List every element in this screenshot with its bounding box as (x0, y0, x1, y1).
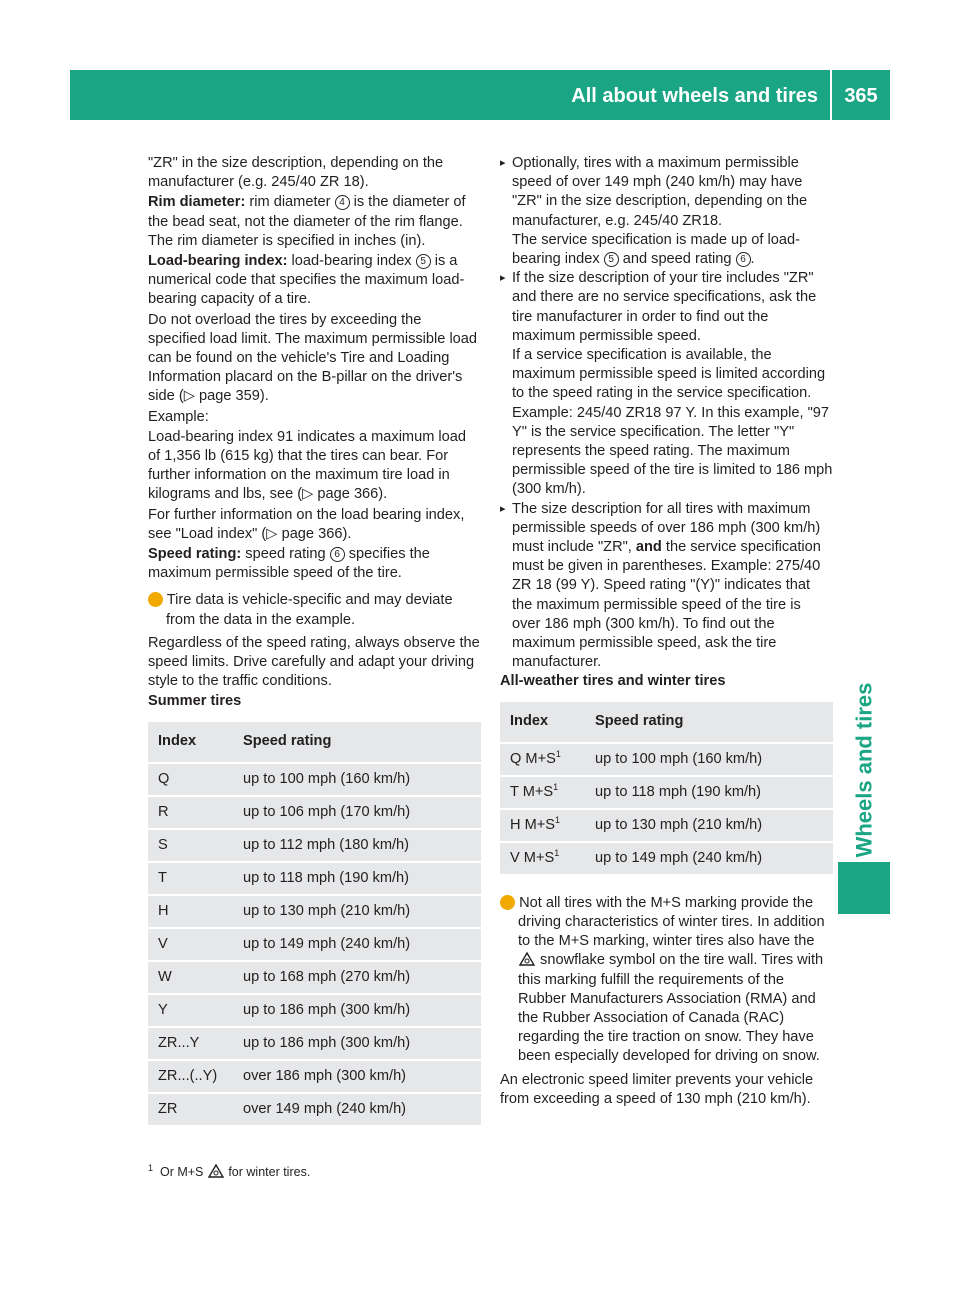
table-row (148, 830, 481, 861)
speed-cell: up to 186 mph (300 km/h) (233, 995, 481, 1026)
info-note-winter (496, 894, 833, 1067)
index-cell: ZR...Y (148, 1028, 233, 1059)
speed-cell: up to 168 mph (270 km/h) (233, 962, 481, 993)
index-cell: Y (148, 995, 233, 1026)
table-row (148, 1028, 481, 1059)
index-cell: S (148, 830, 233, 861)
callout-5: 5 (604, 252, 619, 267)
further-text: For further information on the load bearing index, see "Load index" ( (148, 506, 465, 542)
footnote-text: Or M+S (159, 1165, 207, 1179)
speed-cell: over 186 mph (300 km/h) (233, 1061, 481, 1092)
table-row (148, 1094, 481, 1125)
table-header-row (500, 702, 833, 742)
index-cell: Q (148, 764, 233, 795)
paragraph-regardless: Regardless of the speed rating, always observe the speed limits. Drive carefully and adapt your driving style to the traffic conditions. (148, 634, 480, 690)
index-cell: R (148, 797, 233, 828)
index-cell: H (148, 896, 233, 927)
example-end: ). (378, 486, 388, 503)
mountain-snowflake-icon (518, 952, 536, 966)
load-label: Load-bearing index: (148, 253, 288, 270)
index-text: H M+S (510, 816, 556, 833)
table-header-row (148, 722, 481, 762)
index-cell (500, 777, 585, 808)
footnote-ref: 1 (553, 781, 559, 792)
mountain-snowflake-icon (207, 1164, 225, 1178)
page-ref-arrow-icon: ▷ (183, 388, 195, 405)
detail-text-mid: and speed rating (618, 251, 736, 268)
table-row (500, 777, 833, 808)
info-icon: i (500, 895, 515, 910)
table-row (148, 962, 481, 993)
table-row (500, 843, 833, 874)
table-row (500, 810, 833, 841)
table-row (148, 797, 481, 828)
bullet-bold: and (635, 539, 662, 556)
right-column (496, 154, 833, 1110)
table-row (148, 764, 481, 795)
speed-cell: over 149 mph (240 km/h) (233, 1094, 481, 1125)
speed-cell: up to 100 mph (160 km/h) (233, 764, 481, 795)
table-row (500, 744, 833, 775)
index-cell (500, 744, 585, 775)
speed-cell: up to 149 mph (240 km/h) (585, 843, 833, 874)
footnote-text-end: for winter tires. (224, 1165, 311, 1179)
page-ref-link[interactable]: page 359 (198, 388, 260, 405)
page-title: All about wheels and tires (571, 85, 818, 107)
page-ref-arrow-icon: ▷ (266, 525, 278, 542)
speed-cell: up to 112 mph (180 km/h) (233, 830, 481, 861)
speed-cell: up to 106 mph (170 km/h) (233, 797, 481, 828)
callout-6: 6 (330, 547, 345, 562)
speed-cell: up to 118 mph (190 km/h) (233, 863, 481, 894)
rim-text-rest: is the diameter of the bead seat, not the diameter of the rim flange. The rim diameter is specified in inches (in). (148, 194, 466, 249)
index-cell: V (148, 929, 233, 960)
bullet-zr-no-spec: ▸ If the size description of your tire includes "ZR" and there are no service specifications, ask the tire manufacturer in order to find out the maximum permissible speed. (500, 269, 833, 346)
table-row (148, 929, 481, 960)
speed-text-rest: specifies the maximum permissible speed of the tire. (148, 546, 430, 582)
summer-tires-heading: Summer tires (148, 693, 242, 710)
rim-label: Rim diameter: (148, 194, 246, 211)
info-text-rest: snowflake symbol on the tire wall. Tires with this marking fulfill the requirements of the Rubber Manufacturers Association (RMA) and the Rubber Association of Canada (RAC) regarding the tire traction on snow. They have been especially developed for driving on snow. (518, 952, 824, 1065)
info-icon: i (148, 592, 163, 607)
winter-tires-heading: All-weather tires and winter tires (500, 673, 726, 690)
further-end: ). (342, 525, 352, 542)
side-tab-marker (838, 862, 890, 914)
paragraph-speed-rating (148, 545, 481, 583)
speed-cell: up to 118 mph (190 km/h) (585, 777, 833, 808)
callout-5: 5 (416, 254, 431, 269)
speed-cell: up to 130 mph (210 km/h) (233, 896, 481, 927)
rim-text: rim diameter (245, 194, 335, 211)
example-text: Load-bearing index 91 indicates a maximum load of 1,356 lb (615 kg) that the tires can bear. For further information on the maximum tire load in kilograms and lbs, see ( (148, 428, 467, 503)
index-cell: T (148, 863, 233, 894)
paragraph-overload (148, 311, 481, 407)
speed-label: Speed rating: (148, 546, 242, 563)
column-header-index: Index (500, 702, 585, 742)
column-header-speed: Speed rating (585, 702, 833, 742)
footnote (148, 1164, 310, 1180)
speed-cell: up to 130 mph (210 km/h) (585, 810, 833, 841)
info-text: Not all tires with the M+S marking provide the driving characteristics of winter tires. In addition to the M+S marking, winter tires also have the (518, 894, 825, 950)
footnote-ref: 1 (555, 748, 561, 759)
index-text: T M+S (510, 783, 554, 800)
paragraph-zr: "ZR" in the size description, depending on the manufacturer (e.g. 245/40 ZR 18). (148, 155, 444, 191)
speed-cell: up to 100 mph (160 km/h) (585, 744, 833, 775)
callout-4: 4 (335, 195, 350, 210)
page-ref-link[interactable]: page 366 (281, 525, 343, 542)
paragraph-further (148, 506, 481, 544)
column-header-index: Index (148, 722, 233, 762)
page-ref-arrow-icon: ▷ (302, 486, 314, 503)
left-column (144, 154, 481, 1127)
index-cell (500, 810, 585, 841)
overload-text: Do not overload the tires by exceeding the specified load limit. The maximum permissible load can be found on the vehicle's Tire and Loading Information placard on the B-pillar on the driver's side ( (148, 311, 478, 405)
table-row (148, 863, 481, 894)
bullet-zr-spec-detail: If a service specification is available, the maximum permissible speed is limited according to the speed rating in the service specification. Example: 245/40 ZR18 97 Y. In this example, "97 Y" is the service specification. The letter "Y" represents the speed rating. The maximum permissible speed of the tire is limited to 186 mph (300 km/h). (512, 347, 833, 498)
bullet-over-186 (500, 500, 833, 673)
summer-tires-table (148, 720, 481, 1127)
detail-text: The service specification is made up of load-bearing index (512, 231, 800, 268)
load-text-rest: is a numerical code that specifies the maximum load-bearing capacity of a tire. (148, 253, 465, 308)
column-header-speed: Speed rating (233, 722, 481, 762)
index-text: V M+S (510, 849, 555, 866)
speed-cell: up to 149 mph (240 km/h) (233, 929, 481, 960)
info-text: Tire data is vehicle-specific and may deviate from the data in the example. (166, 592, 453, 628)
side-tab-label: Wheels and tires (851, 682, 877, 858)
header-divider (830, 70, 832, 120)
callout-6: 6 (736, 252, 751, 267)
overload-end: ). (259, 388, 269, 405)
bullet-optional-zr: ▸ Optionally, tires with a maximum permissible speed of over 149 mph (240 km/h) may have "ZR" in the size description, depending on the manufacturer, e.g. 245/40 ZR18. (500, 154, 833, 231)
index-cell: ZR...(..Y) (148, 1061, 233, 1092)
page-number: 365 (844, 85, 878, 107)
load-text: load-bearing index (287, 253, 416, 270)
table-row (148, 896, 481, 927)
header-bar (70, 70, 890, 120)
speed-cell: up to 186 mph (300 km/h) (233, 1028, 481, 1059)
bullet-text: The size description for all tires with maximum permissible speeds of over 186 mph (300 km/h) must include "ZR", (512, 500, 821, 556)
speed-text: speed rating (241, 546, 330, 563)
footnote-mark: 1 (148, 1162, 154, 1173)
bullet-text-rest: the service specification must be given in parentheses. Example: 275/40 ZR 18 (99 Y). Speed rating "(Y)" indicates that the maximum permissible speed of the tire is over 186 mph (300 km/h). To find out the maximum permissible speed, ask the tire manufacturer. (512, 539, 821, 671)
footnote-ref: 1 (555, 814, 561, 825)
index-cell (500, 843, 585, 874)
paragraph-speed-limiter: An electronic speed limiter prevents your vehicle from exceeding a speed of 130 mph (210 km/h). (500, 1071, 814, 1107)
info-note (144, 591, 481, 629)
index-cell: W (148, 962, 233, 993)
index-cell: ZR (148, 1094, 233, 1125)
example-label: Example: (148, 408, 209, 425)
paragraph-load-index (148, 252, 481, 310)
table-row (148, 995, 481, 1026)
footnote-ref: 1 (554, 847, 560, 858)
paragraph-example (148, 428, 481, 505)
index-text: Q M+S (510, 750, 556, 767)
paragraph-rim-diameter (148, 193, 481, 251)
detail-text-end: . (750, 251, 755, 268)
bullet-optional-zr-detail (500, 231, 833, 269)
table-row (148, 1061, 481, 1092)
winter-tires-table (500, 700, 833, 876)
page-ref-link[interactable]: page 366 (317, 486, 379, 503)
